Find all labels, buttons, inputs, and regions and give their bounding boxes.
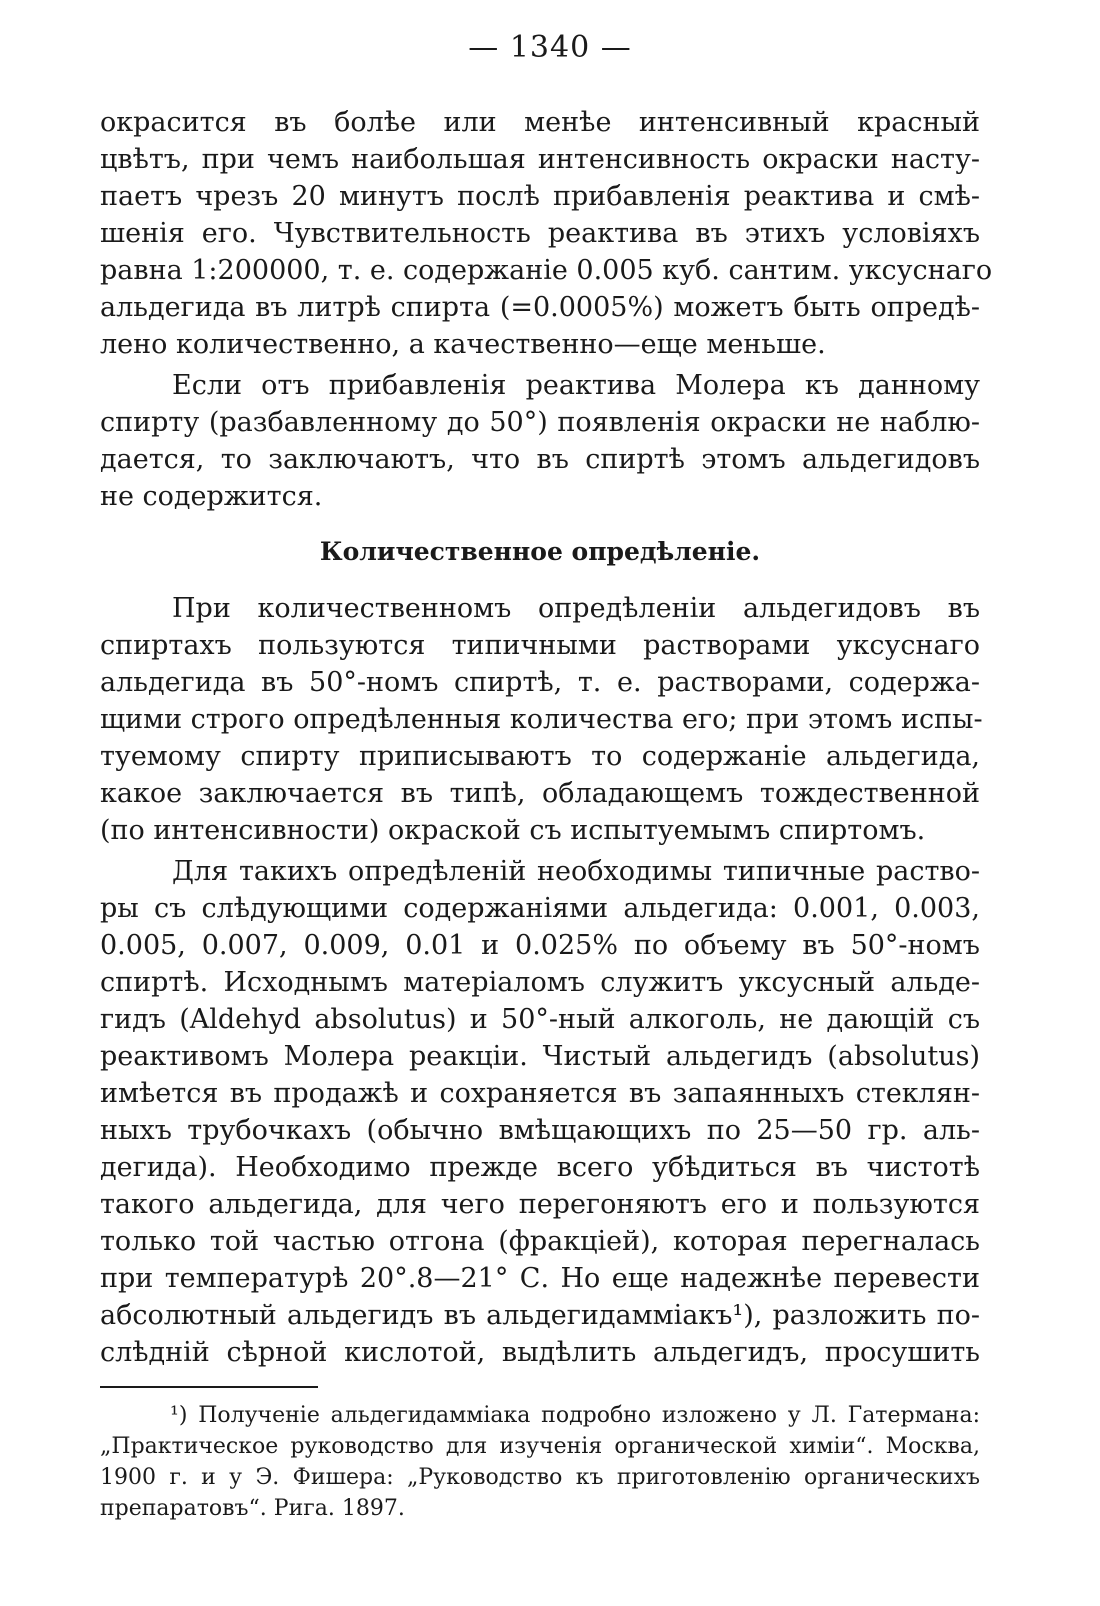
text-line: имѣется въ продажѣ и сохраняется въ запаянныхъ стеклян- bbox=[100, 1078, 980, 1109]
text-line: спиртѣ. Исходнымъ матеріаломъ служитъ уксусный альде- bbox=[100, 967, 980, 998]
page-number: — 1340 — bbox=[468, 30, 632, 65]
text-line: спирту (разбавленному до 50°) появленія окраски не наблю- bbox=[100, 407, 980, 438]
text-line: спиртахъ пользуются типичными растворами уксуснаго bbox=[100, 630, 980, 661]
text-line: какое заключается въ типѣ, обладающемъ тождественной bbox=[100, 778, 980, 809]
text-line: альдегида въ литрѣ спирта (=0.0005%) можетъ быть опредѣ- bbox=[100, 292, 980, 323]
text-line: Для такихъ опредѣленій необходимы типичные раство- bbox=[172, 856, 980, 887]
text-line: реактивомъ Молера реакціи. Чистый альдегидъ (absolutus) bbox=[100, 1041, 980, 1072]
footnote-line: препаратовъ“. Рига. 1897. bbox=[100, 1496, 405, 1521]
text-line: паетъ чрезъ 20 минутъ послѣ прибавленія реактива и смѣ- bbox=[100, 181, 980, 212]
text-line: 0.005, 0.007, 0.009, 0.01 и 0.025% по объему въ 50°-номъ bbox=[100, 930, 980, 961]
paragraph-2 bbox=[100, 367, 980, 515]
text-line: туемому спирту приписываютъ то содержаніе альдегида, bbox=[100, 741, 980, 772]
text-line: ныхъ трубочкахъ (обычно вмѣщающихъ по 25—50 гр. аль- bbox=[100, 1115, 980, 1146]
text-line: (по интенсивности) окраской съ испытуемымъ спиртомъ. bbox=[100, 815, 926, 846]
text-line: альдегида въ 50°-номъ спиртѣ, т. е. растворами, содержа- bbox=[100, 667, 980, 698]
text-line: Если отъ прибавленія реактива Молера къ данному bbox=[172, 370, 980, 401]
footnote-line: „Практическое руководство для изученія органической химіи“. Москва, bbox=[100, 1434, 980, 1459]
text-line: цвѣтъ, при чемъ наибольшая интенсивность окраски насту- bbox=[100, 144, 980, 175]
text-line: такого альдегида, для чего перегоняютъ его и пользуются bbox=[100, 1189, 980, 1220]
paragraph-4 bbox=[100, 853, 980, 1371]
text-line: шенія его. Чувствительность реактива въ этихъ условіяхъ bbox=[100, 218, 980, 249]
text-line: При количественномъ опредѣленіи альдегидовъ въ bbox=[172, 593, 980, 624]
paragraph-3 bbox=[100, 590, 983, 849]
text-line: дегида). Необходимо прежде всего убѣдиться въ чистотѣ bbox=[100, 1152, 980, 1183]
text-line: равна 1:200000, т. е. содержаніе 0.005 куб. сантим. уксуснаго bbox=[100, 255, 993, 286]
text-line: ры съ слѣдующими содержаніями альдегида: 0.001, 0.003, bbox=[100, 893, 980, 924]
text-line: при температурѣ 20°.8—21° С. Но еще надежнѣе перевести bbox=[100, 1263, 980, 1294]
text-line: только той частью отгона (фракціей), которая перегналась bbox=[100, 1226, 980, 1257]
paragraph-1 bbox=[100, 104, 993, 363]
text-line: лено количественно, а качественно—еще меньше. bbox=[100, 329, 826, 360]
section-heading: Количественное опредѣленіе. bbox=[319, 537, 761, 566]
text-line: абсолютный альдегидъ въ альдегидамміакъ¹), разложить по- bbox=[100, 1300, 980, 1331]
footnote-line: ¹) Полученіе альдегидамміака подробно изложено у Л. Гатермана: bbox=[170, 1403, 980, 1428]
footnote-separator bbox=[100, 1386, 318, 1388]
footnote-line: 1900 г. и у Э. Фишера: „Руководство къ приготовленію органическихъ bbox=[100, 1465, 980, 1490]
text-line: дается, то заключаютъ, что въ спиртѣ этомъ альдегидовъ bbox=[100, 444, 980, 475]
section-heading-block bbox=[100, 532, 980, 572]
text-line: щими строго опредѣленныя количества его; при этомъ испы- bbox=[100, 704, 983, 735]
text-line: окрасится въ болѣе или менѣе интенсивный красный bbox=[100, 107, 980, 138]
text-line: гидъ (Aldehyd absolutus) и 50°-ный алкоголь, не дающій съ bbox=[100, 1004, 980, 1035]
footnote bbox=[100, 1400, 980, 1524]
text-line: слѣдній сѣрной кислотой, выдѣлить альдегидъ, просушить bbox=[100, 1337, 980, 1368]
text-line: не содержится. bbox=[100, 481, 323, 512]
